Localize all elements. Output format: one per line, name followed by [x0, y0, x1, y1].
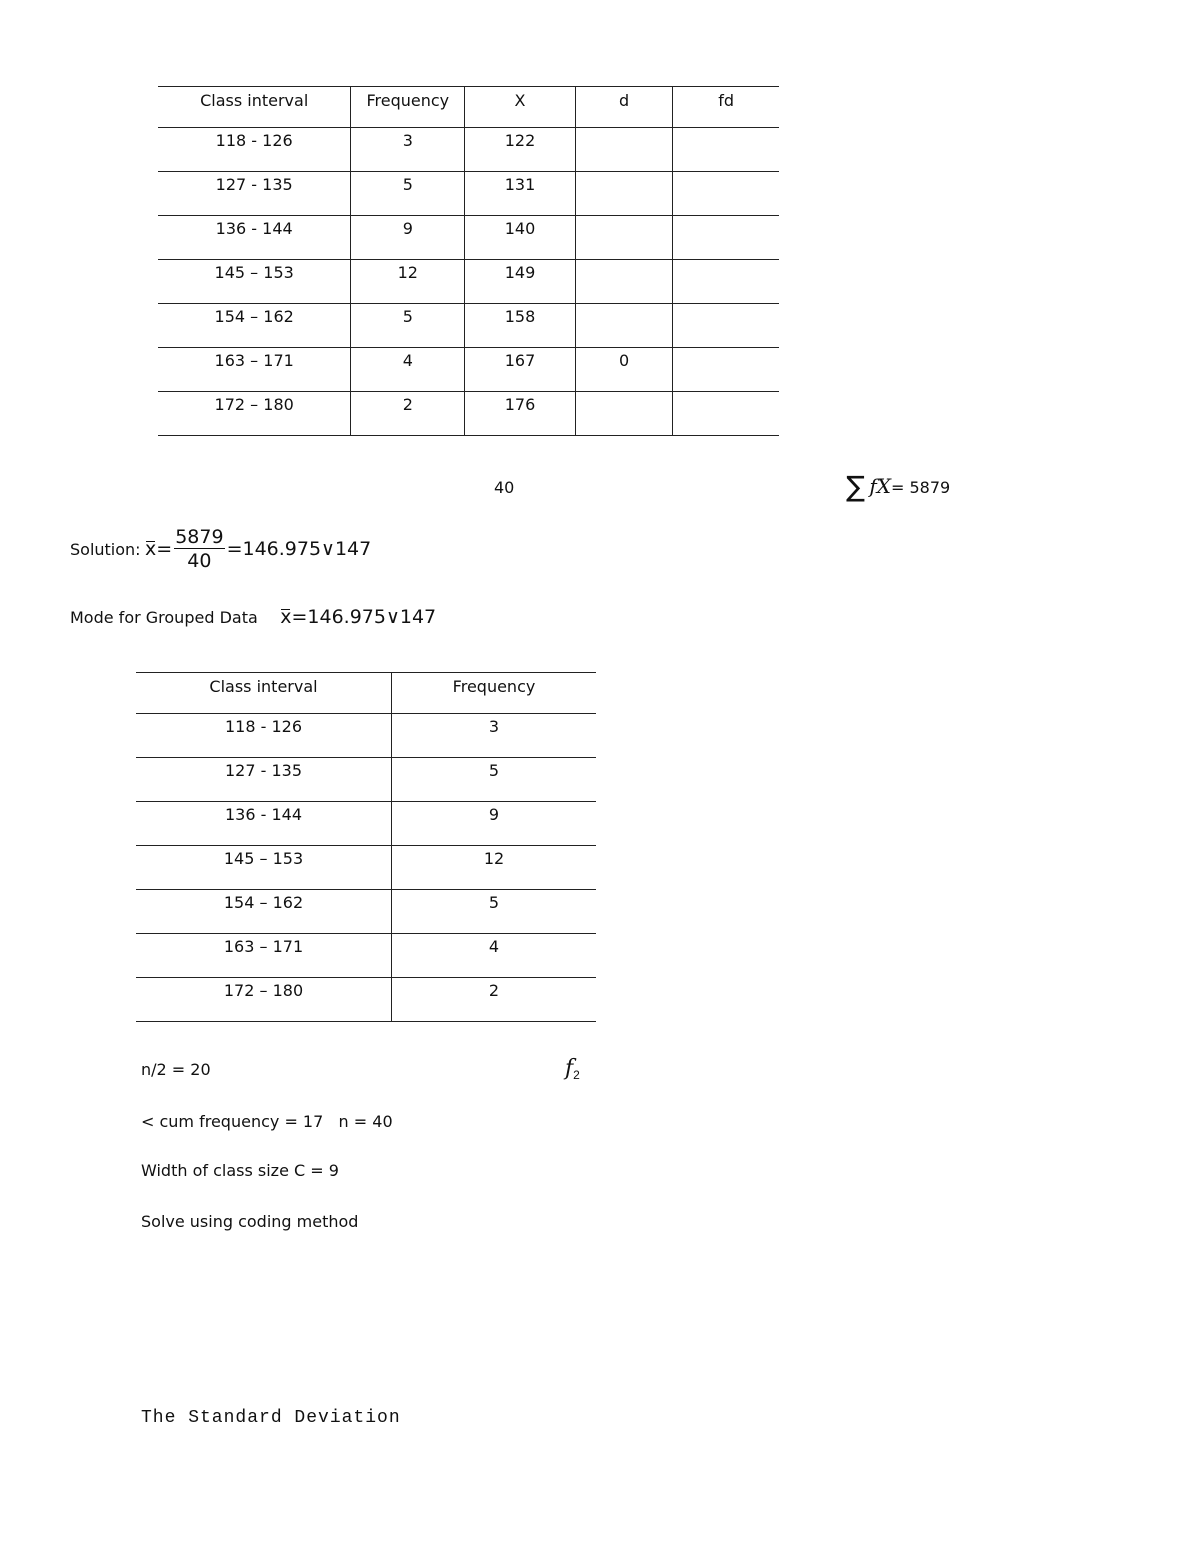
- cell-d: [575, 172, 673, 216]
- cell-frequency: 5: [351, 172, 465, 216]
- sum-fx: [846, 470, 950, 503]
- cell-frequency: 3: [351, 128, 465, 172]
- cell-class-interval: 163 – 171: [158, 348, 351, 392]
- cell-fd: [673, 304, 779, 348]
- fraction-denominator: 40: [187, 550, 212, 572]
- header-class-interval: Class interval: [136, 673, 392, 714]
- cell-d: [575, 304, 673, 348]
- cell-frequency: 2: [351, 392, 465, 436]
- table-row: [136, 978, 596, 1022]
- solution-result: =146.975∨147: [226, 538, 372, 560]
- sum-fx-value: = 5879: [890, 478, 951, 497]
- cell-frequency: 3: [392, 714, 597, 758]
- cell-class-interval: 163 – 171: [136, 934, 392, 978]
- mode-result: =146.975∨147: [291, 606, 437, 628]
- cell-frequency: 9: [392, 802, 597, 846]
- half-n-note: n/2 = 20: [141, 1060, 211, 1079]
- cell-d: [575, 216, 673, 260]
- table-header-row: [136, 673, 596, 714]
- table-row: [158, 260, 779, 304]
- cell-frequency: 5: [351, 304, 465, 348]
- table-row: [136, 846, 596, 890]
- cell-x: 158: [465, 304, 576, 348]
- mean-fraction: [174, 526, 224, 573]
- cell-class-interval: 136 - 144: [158, 216, 351, 260]
- header-frequency: Frequency: [351, 87, 465, 128]
- cell-frequency: 12: [351, 260, 465, 304]
- cell-fd: [673, 392, 779, 436]
- sigma-symbol: ∑: [846, 470, 865, 503]
- solution-equals: =: [156, 538, 173, 560]
- sum-fx-variable: fX: [869, 474, 891, 498]
- cell-class-interval: 154 – 162: [158, 304, 351, 348]
- cell-fd: [673, 128, 779, 172]
- header-x: X: [465, 87, 576, 128]
- cell-x: 140: [465, 216, 576, 260]
- coding-method-note: Solve using coding method: [141, 1212, 359, 1231]
- total-frequency: 40: [494, 478, 515, 497]
- f2-letter: f: [565, 1056, 574, 1081]
- header-class-interval: Class interval: [158, 87, 351, 128]
- mean-symbol: x: [145, 538, 157, 560]
- header-frequency: Frequency: [392, 673, 597, 714]
- standard-deviation-heading: The Standard Deviation: [141, 1408, 401, 1428]
- table-row: [158, 304, 779, 348]
- table-row: [136, 890, 596, 934]
- cell-class-interval: 127 - 135: [158, 172, 351, 216]
- cell-frequency: 12: [392, 846, 597, 890]
- cell-x: 122: [465, 128, 576, 172]
- frequency-table-mode: [136, 672, 596, 1022]
- solution-label: Solution:: [70, 540, 141, 559]
- cell-frequency: 9: [351, 216, 465, 260]
- header-d: d: [575, 87, 673, 128]
- table-header-row: [158, 87, 779, 128]
- table-row: [136, 934, 596, 978]
- cell-d: [575, 260, 673, 304]
- cell-class-interval: 145 – 153: [136, 846, 392, 890]
- cell-class-interval: 127 - 135: [136, 758, 392, 802]
- f2-subscript: 2: [573, 1068, 580, 1082]
- frequency-table-main: [158, 86, 779, 436]
- cell-d: [575, 392, 673, 436]
- table-row: [158, 216, 779, 260]
- solution-line: [70, 526, 371, 573]
- cell-frequency: 4: [351, 348, 465, 392]
- table-row: [136, 802, 596, 846]
- table-row: [136, 758, 596, 802]
- header-fd: fd: [673, 87, 779, 128]
- cell-frequency: 4: [392, 934, 597, 978]
- cell-x: 149: [465, 260, 576, 304]
- cell-x: 167: [465, 348, 576, 392]
- cell-class-interval: 172 – 180: [136, 978, 392, 1022]
- cell-x: 176: [465, 392, 576, 436]
- class-width-note: Width of class size C = 9: [141, 1161, 339, 1180]
- cell-class-interval: 154 – 162: [136, 890, 392, 934]
- table-row: [158, 392, 779, 436]
- f2-label: [565, 1056, 580, 1082]
- table-row: [158, 128, 779, 172]
- mode-label: Mode for Grouped Data: [70, 608, 258, 627]
- cell-class-interval: 118 - 126: [136, 714, 392, 758]
- fraction-numerator: 5879: [175, 526, 224, 548]
- cum-frequency-note: < cum frequency = 17 n = 40: [141, 1112, 393, 1131]
- cell-class-interval: 145 – 153: [158, 260, 351, 304]
- cell-x: 131: [465, 172, 576, 216]
- cell-frequency: 5: [392, 890, 597, 934]
- cell-class-interval: 136 - 144: [136, 802, 392, 846]
- cell-d: [575, 128, 673, 172]
- cell-class-interval: 118 - 126: [158, 128, 351, 172]
- cell-class-interval: 172 – 180: [158, 392, 351, 436]
- cell-frequency: 5: [392, 758, 597, 802]
- cell-frequency: 2: [392, 978, 597, 1022]
- cell-fd: [673, 216, 779, 260]
- table-row: [136, 714, 596, 758]
- mode-line: [70, 606, 436, 628]
- table-row: [158, 172, 779, 216]
- cell-d: 0: [575, 348, 673, 392]
- table-row: [158, 348, 779, 392]
- mode-mean-symbol: x: [280, 606, 292, 628]
- cell-fd: [673, 172, 779, 216]
- cell-fd: [673, 348, 779, 392]
- cell-fd: [673, 260, 779, 304]
